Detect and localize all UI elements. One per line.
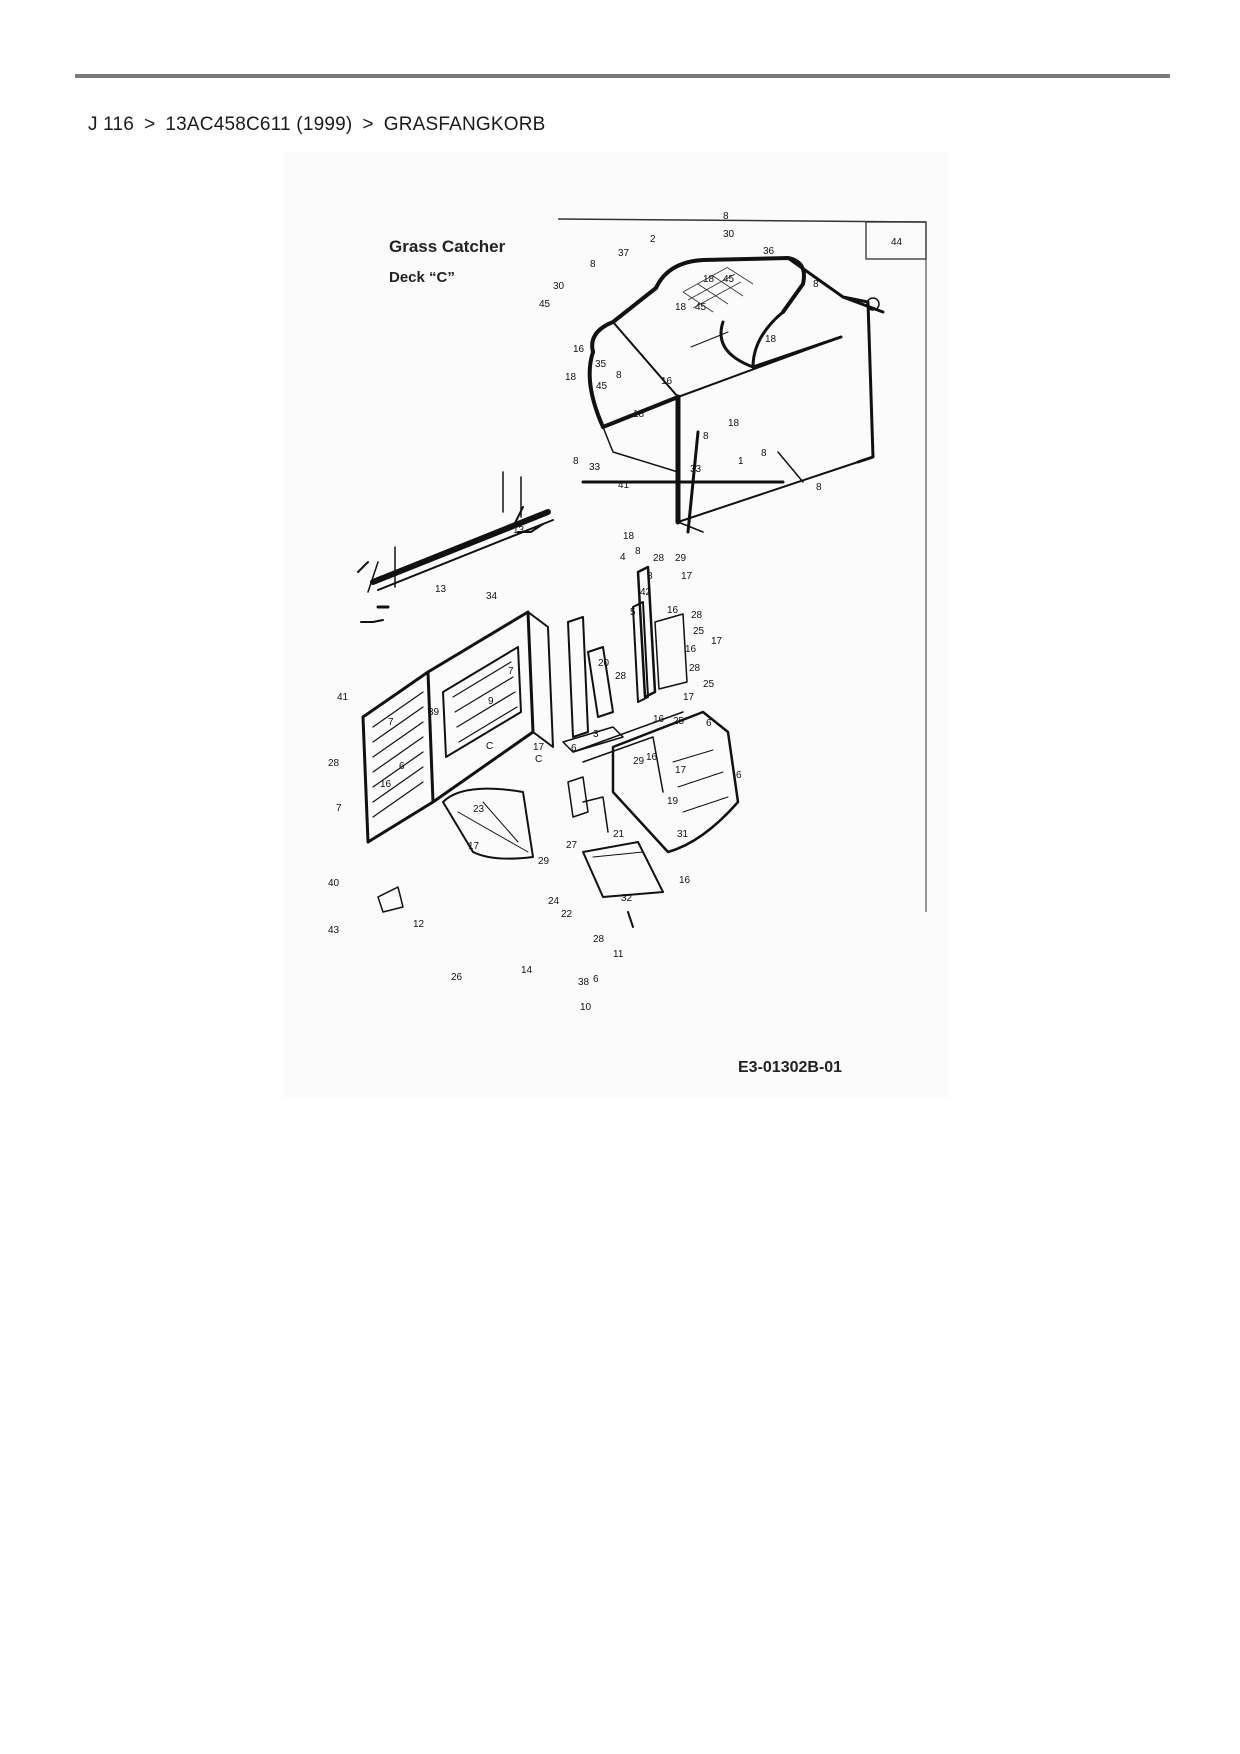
callout: 28 [689, 663, 701, 674]
callout: 12 [413, 919, 425, 930]
callout: 7 [508, 666, 514, 677]
callout: 20 [598, 658, 610, 669]
callout: 13 [435, 584, 447, 595]
callout: 8 [573, 456, 579, 467]
callout: 27 [566, 840, 578, 851]
callout: 5 [630, 607, 636, 618]
callout: 16 [661, 376, 673, 387]
callout: 6 [593, 974, 599, 985]
breadcrumb [88, 114, 546, 136]
callout: 8 [635, 546, 641, 557]
callout: 16 [667, 605, 679, 616]
callout: 4 [620, 552, 626, 563]
callout: 16 [653, 714, 665, 725]
callout: 8 [703, 431, 709, 442]
callout: 2 [650, 234, 656, 245]
callout: 45 [723, 274, 735, 285]
callout: 45 [695, 302, 707, 313]
callout: 25 [673, 716, 685, 727]
callout: 39 [428, 707, 440, 718]
callout: 17 [683, 692, 695, 703]
callout: 45 [596, 381, 608, 392]
diagram-box-label: 44 [891, 237, 903, 248]
callout: 37 [618, 248, 630, 259]
callout: 8 [590, 259, 596, 270]
callout: 18 [765, 334, 777, 345]
diagram-code: E3-01302B-01 [738, 1059, 843, 1076]
callout: 8 [813, 279, 819, 290]
callout: 25 [703, 679, 715, 690]
breadcrumb-separator: > [144, 114, 156, 135]
breadcrumb-model[interactable]: J 116 [88, 114, 135, 135]
callout: 29 [633, 756, 645, 767]
diagram-title: Grass Catcher [389, 237, 506, 256]
callout: 8 [816, 482, 822, 493]
callout: 38 [578, 977, 590, 988]
callout: 45 [539, 299, 551, 310]
callout: 18 [633, 409, 645, 420]
callout: 16 [573, 344, 585, 355]
callout: 13 [513, 525, 525, 536]
callout: 24 [548, 896, 560, 907]
callout: 19 [667, 796, 679, 807]
callout: 8 [647, 571, 653, 582]
callout: 28 [615, 671, 627, 682]
callout: 18 [675, 302, 687, 313]
callout: 33 [690, 464, 702, 475]
callout: 10 [580, 1002, 592, 1013]
callout: 6 [571, 743, 577, 754]
callout: 30 [553, 281, 565, 292]
callout: 18 [728, 418, 740, 429]
callout: 9 [488, 696, 494, 707]
callout: 16 [685, 644, 697, 655]
callout: 16 [646, 752, 658, 763]
callout: 18 [703, 274, 715, 285]
callout: 35 [595, 359, 607, 370]
callout: 17 [711, 636, 723, 647]
callout: 3 [593, 729, 599, 740]
callout: 32 [621, 893, 633, 904]
callout: 26 [451, 972, 463, 983]
callout: 18 [623, 531, 635, 542]
callout: 29 [675, 553, 687, 564]
callout: C [486, 741, 494, 752]
callout: 1 [738, 456, 744, 467]
callout: 34 [486, 591, 498, 602]
parts-diagram [283, 152, 949, 1098]
callout: 41 [618, 480, 630, 491]
callout: 17 [675, 765, 687, 776]
breadcrumb-section: GRASFANGKORB [383, 114, 546, 135]
callout: 16 [679, 875, 691, 886]
callout: 43 [328, 925, 340, 936]
callout: C [535, 754, 543, 765]
callout: 6 [399, 761, 405, 772]
diagram-subtitle: Deck “C” [389, 269, 455, 286]
callout: 31 [677, 829, 689, 840]
callout: 29 [538, 856, 550, 867]
callout: 11 [613, 949, 624, 960]
callout: 8 [723, 211, 729, 222]
callout: 36 [763, 246, 775, 257]
callout: 7 [388, 717, 394, 728]
callout: 21 [613, 829, 625, 840]
callout: 16 [380, 779, 392, 790]
callout: 28 [653, 553, 665, 564]
callout: 28 [691, 610, 703, 621]
callout: 41 [337, 692, 349, 703]
breadcrumb-separator: > [362, 114, 374, 135]
callout: 17 [681, 571, 693, 582]
callout: 6 [706, 718, 712, 729]
callout: 40 [328, 878, 340, 889]
callout: 23 [473, 804, 485, 815]
exploded-view-drawing [283, 152, 949, 1098]
callout: 8 [616, 370, 622, 381]
callout: 22 [561, 909, 573, 920]
callout: 17 [533, 742, 545, 753]
callout: 17 [468, 841, 480, 852]
callout: 6 [736, 770, 742, 781]
callout: 18 [565, 372, 577, 383]
callout: 7 [336, 803, 342, 814]
top-rule [75, 74, 1170, 78]
callout: 25 [693, 626, 705, 637]
breadcrumb-variant[interactable]: 13AC458C611 (1999) [165, 114, 353, 135]
callout: 14 [521, 965, 533, 976]
callout: 33 [589, 462, 601, 473]
callout: 30 [723, 229, 735, 240]
callout: 28 [593, 934, 605, 945]
callout: 28 [328, 758, 340, 769]
callout: 42 [640, 587, 652, 598]
callout: 8 [761, 448, 767, 459]
